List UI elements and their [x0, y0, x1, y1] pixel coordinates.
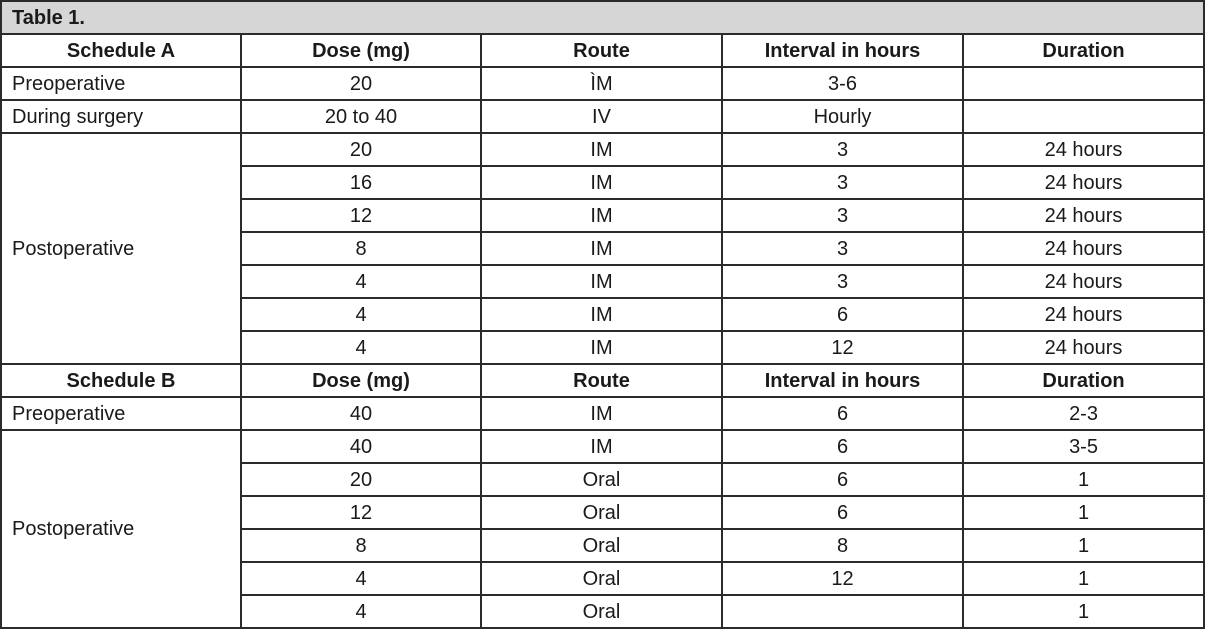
interval-cell: 6 [722, 397, 963, 430]
interval-cell: 6 [722, 496, 963, 529]
route-cell: IM [481, 430, 722, 463]
interval-cell: 3 [722, 265, 963, 298]
dose-cell: 16 [241, 166, 481, 199]
interval-cell: 6 [722, 298, 963, 331]
route-cell: IM [481, 397, 722, 430]
column-header: Dose (mg) [241, 34, 481, 67]
column-header: Duration [963, 34, 1204, 67]
route-cell: Oral [481, 595, 722, 628]
interval-cell: 3 [722, 133, 963, 166]
interval-cell: 8 [722, 529, 963, 562]
column-header: Schedule A [1, 34, 241, 67]
dose-cell: 20 [241, 67, 481, 100]
dose-cell: 12 [241, 199, 481, 232]
route-cell: Oral [481, 496, 722, 529]
table-row [1, 67, 1204, 100]
dose-cell: 4 [241, 298, 481, 331]
duration-cell: 1 [963, 463, 1204, 496]
dose-cell: 40 [241, 397, 481, 430]
duration-cell: 24 hours [963, 166, 1204, 199]
interval-cell: 3 [722, 166, 963, 199]
route-cell: Oral [481, 562, 722, 595]
interval-cell: 3 [722, 199, 963, 232]
interval-cell [722, 595, 963, 628]
column-header: Route [481, 364, 722, 397]
duration-cell: 1 [963, 595, 1204, 628]
duration-cell: 24 hours [963, 265, 1204, 298]
dose-cell: 4 [241, 331, 481, 364]
duration-cell: 24 hours [963, 133, 1204, 166]
dose-cell: 4 [241, 265, 481, 298]
route-cell: IM [481, 133, 722, 166]
duration-cell: 24 hours [963, 331, 1204, 364]
route-cell: IM [481, 265, 722, 298]
interval-cell: 3 [722, 232, 963, 265]
table-row [1, 133, 1204, 166]
duration-cell [963, 100, 1204, 133]
phase-cell: Preoperative [1, 397, 241, 430]
duration-cell: 1 [963, 562, 1204, 595]
duration-cell: 1 [963, 496, 1204, 529]
interval-cell: 12 [722, 331, 963, 364]
column-header: Schedule B [1, 364, 241, 397]
duration-cell: 2-3 [963, 397, 1204, 430]
duration-cell: 24 hours [963, 232, 1204, 265]
interval-cell: Hourly [722, 100, 963, 133]
table-title-row [1, 1, 1204, 34]
route-cell: IM [481, 166, 722, 199]
route-cell: ÌM [481, 67, 722, 100]
phase-cell: Postoperative [1, 430, 241, 628]
phase-cell: During surgery [1, 100, 241, 133]
duration-cell: 24 hours [963, 298, 1204, 331]
route-cell: IM [481, 298, 722, 331]
dose-cell: 20 [241, 133, 481, 166]
interval-cell: 3-6 [722, 67, 963, 100]
phase-cell: Postoperative [1, 133, 241, 364]
route-cell: Oral [481, 529, 722, 562]
phase-cell: Preoperative [1, 67, 241, 100]
interval-cell: 12 [722, 562, 963, 595]
route-cell: IV [481, 100, 722, 133]
column-header: Interval in hours [722, 364, 963, 397]
schedule-b-header-row [1, 364, 1204, 397]
schedule-a-header-row [1, 34, 1204, 67]
column-header: Duration [963, 364, 1204, 397]
table-row [1, 397, 1204, 430]
duration-cell [963, 67, 1204, 100]
route-cell: Oral [481, 463, 722, 496]
dose-cell: 20 [241, 463, 481, 496]
route-cell: IM [481, 199, 722, 232]
column-header: Interval in hours [722, 34, 963, 67]
route-cell: IM [481, 232, 722, 265]
route-cell: IM [481, 331, 722, 364]
table-title: Table 1. [1, 1, 1204, 34]
table-row [1, 430, 1204, 463]
dose-cell: 12 [241, 496, 481, 529]
interval-cell: 6 [722, 430, 963, 463]
column-header: Route [481, 34, 722, 67]
dose-cell: 4 [241, 595, 481, 628]
table-row [1, 100, 1204, 133]
column-header: Dose (mg) [241, 364, 481, 397]
interval-cell: 6 [722, 463, 963, 496]
duration-cell: 3-5 [963, 430, 1204, 463]
dose-cell: 8 [241, 232, 481, 265]
duration-cell: 24 hours [963, 199, 1204, 232]
duration-cell: 1 [963, 529, 1204, 562]
dose-cell: 8 [241, 529, 481, 562]
dose-cell: 40 [241, 430, 481, 463]
dose-cell: 20 to 40 [241, 100, 481, 133]
dose-cell: 4 [241, 562, 481, 595]
